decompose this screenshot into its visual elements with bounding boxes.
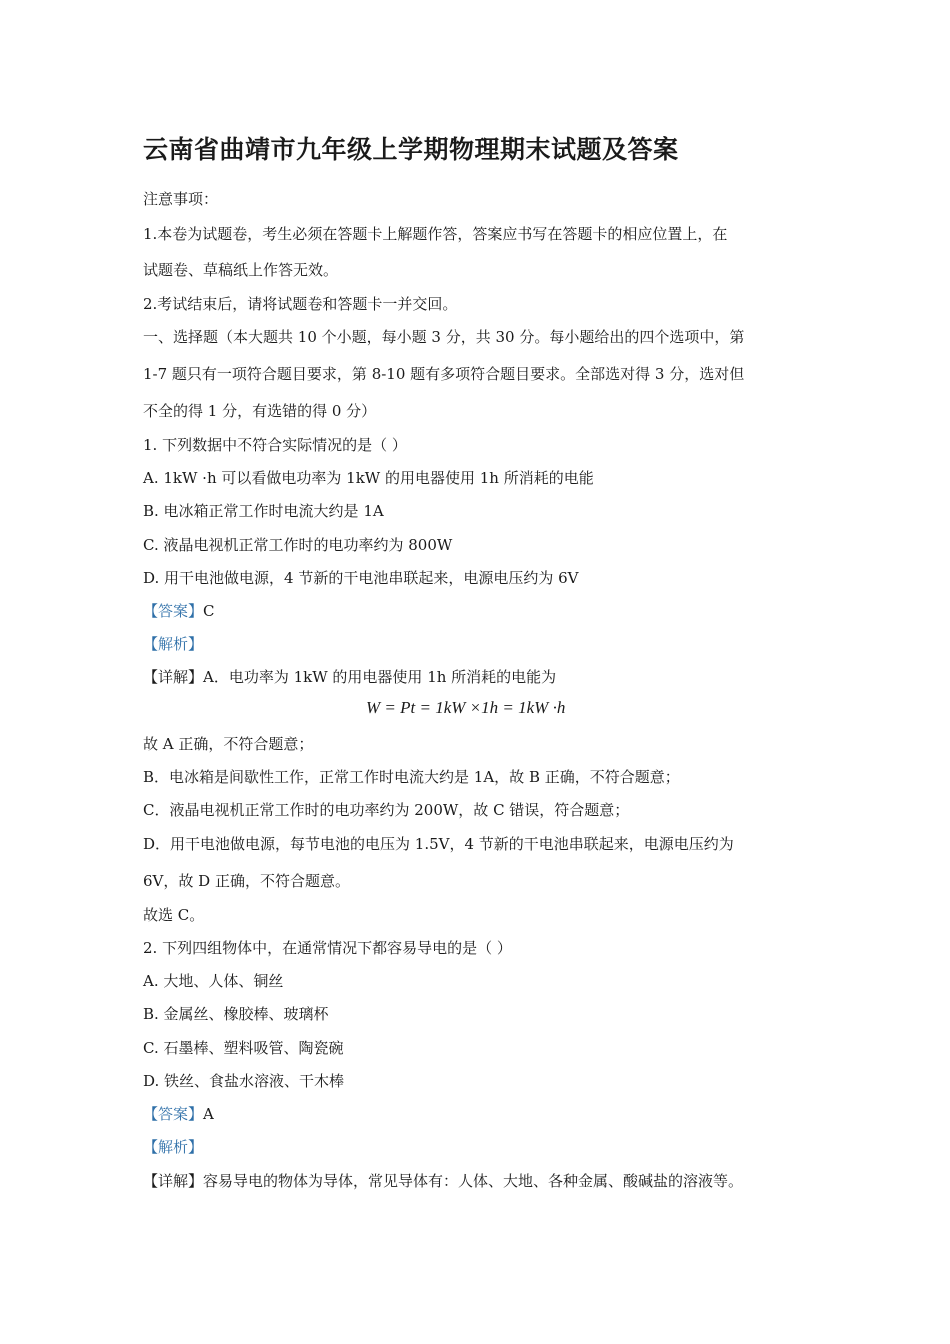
notice-item-1-line-2: 试题卷、草稿纸上作答无效。 xyxy=(143,261,339,279)
notice-heading: 注意事项： xyxy=(143,190,219,208)
q2-answer-tag: 【答案】 xyxy=(143,1105,204,1123)
q2-option-b: B. 金属丝、橡胶棒、玻璃杯 xyxy=(143,1005,329,1023)
q1-answer-tag: 【答案】 xyxy=(143,602,204,620)
q1-explanation-3: C．液晶电视机正常工作时的电功率约为 200W，故 C 错误，符合题意； xyxy=(143,801,630,819)
q2-option-d: D. 铁丝、食盐水溶液、干木棒 xyxy=(143,1072,345,1090)
q1-option-a: A. 1kW ·h 可以看做电功率为 1kW 的用电器使用 1h 所消耗的电能 xyxy=(143,469,594,487)
q2-detail xyxy=(143,1171,743,1191)
q2-detail-tag: 【详解】 xyxy=(143,1172,204,1190)
q2-option-c: C. 石墨棒、塑料吸管、陶瓷碗 xyxy=(143,1039,344,1057)
q1-option-d: D. 用干电池做电源，4 节新的干电池串联起来，电源电压约为 6V xyxy=(143,569,579,587)
q1-detail-text: A．电功率为 1kW 的用电器使用 1h 所消耗的电能为 xyxy=(203,668,557,686)
section-heading-line-2: 1-7 题只有一项符合题目要求，第 8-10 题有多项符合题目要求。全部选对得 3 分，选对但 xyxy=(143,365,745,383)
q1-explanation-4-line-2: 6V，故 D 正确，不符合题意。 xyxy=(143,872,350,890)
q2-option-a: A. 大地、人体、铜丝 xyxy=(143,972,284,990)
q1-explanation-1: 故 A 正确，不符合题意； xyxy=(143,735,314,753)
q1-detail-tag: 【详解】 xyxy=(143,668,204,686)
q2-stem: 2. 下列四组物体中，在通常情况下都容易导电的是（ ） xyxy=(143,939,512,957)
section-heading-line-3: 不全的得 1 分，有选错的得 0 分） xyxy=(143,402,377,420)
q1-answer-value: C xyxy=(203,602,215,620)
q1-option-c: C. 液晶电视机正常工作时的电功率约为 800W xyxy=(143,536,453,554)
q2-answer xyxy=(143,1104,214,1124)
q1-detail xyxy=(143,667,556,687)
notice-item-1-line-1: 1.本卷为试题卷，考生必须在答题卡上解题作答，答案应书写在答题卡的相应位置上，在 xyxy=(143,225,728,243)
q1-analysis-tag: 【解析】 xyxy=(143,635,204,653)
q2-detail-text: 容易导电的物体为导体，常见导体有：人体、大地、各种金属、酸碱盐的溶液等。 xyxy=(203,1172,744,1190)
q1-explanation-4-line-1: D．用干电池做电源，每节电池的电压为 1.5V，4 节新的干电池串联起来，电源电压约为 xyxy=(143,835,734,853)
q1-formula: W = Pt = 1kW ×1h = 1kW ·h xyxy=(366,698,566,717)
q1-conclusion: 故选 C。 xyxy=(143,906,205,924)
q2-answer-value: A xyxy=(203,1105,214,1123)
q1-option-b: B. 电冰箱正常工作时电流大约是 1A xyxy=(143,502,384,520)
q2-analysis-tag: 【解析】 xyxy=(143,1138,204,1156)
q1-answer xyxy=(143,601,215,621)
section-heading-line-1: 一、选择题（本大题共 10 个小题，每小题 3 分，共 30 分。每小题给出的四个选项中，第 xyxy=(143,328,745,346)
notice-item-2: 2.考试结束后，请将试题卷和答题卡一并交回。 xyxy=(143,295,458,313)
q1-explanation-2: B．电冰箱是间歇性工作，正常工作时电流大约是 1A，故 B 正确，不符合题意； xyxy=(143,768,680,786)
q1-stem: 1. 下列数据中不符合实际情况的是（ ） xyxy=(143,436,407,454)
page-title: 云南省曲靖市九年级上学期物理期末试题及答案 xyxy=(143,135,679,164)
